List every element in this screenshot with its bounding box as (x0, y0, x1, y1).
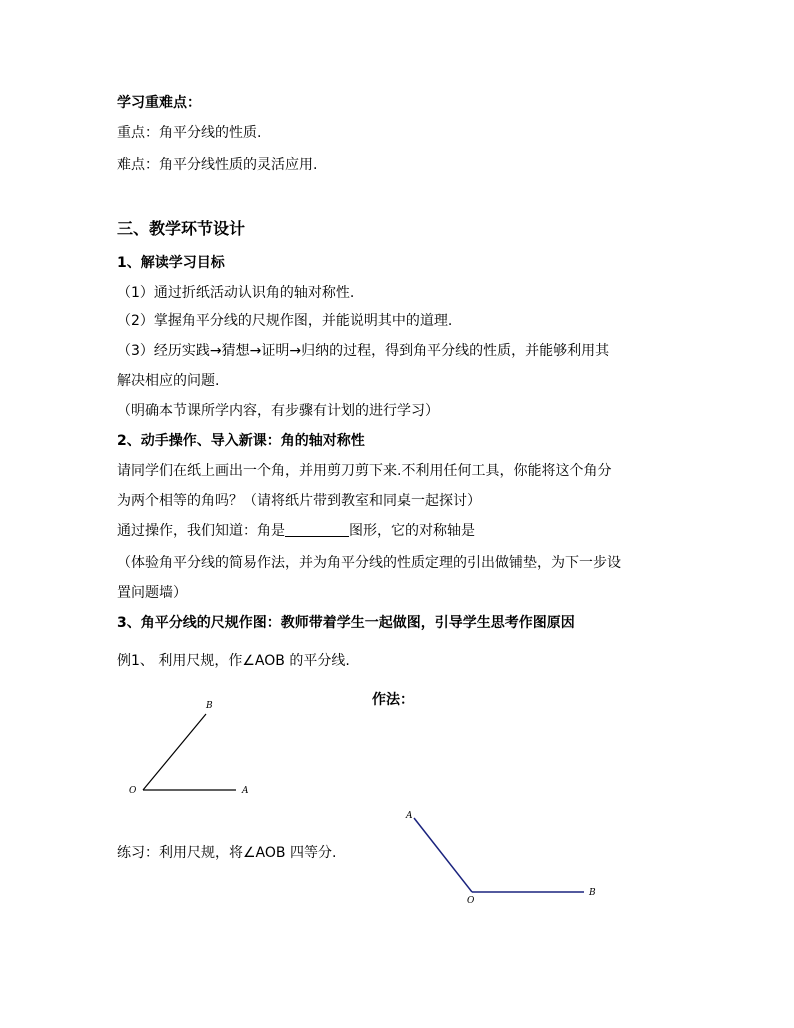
ray-oa (414, 818, 472, 892)
focus-point: 重点：角平分线的性质. (117, 125, 262, 141)
label-o: O (129, 786, 137, 796)
goal-note: （明确本节课所学内容，有步骤有计划的进行学习） (117, 403, 439, 419)
goal-item-2: （2）掌握角平分线的尺规作图，并能说明其中的道理. (117, 313, 453, 329)
key-points-heading: 学习重难点： (117, 95, 201, 111)
section-title: 三、教学环节设计 (117, 219, 246, 238)
label-b: B (589, 888, 596, 898)
practice-exercise: 练习：利用尺规，将∠AOB 四等分. (117, 845, 337, 861)
activity-paragraph-line-2: 为两个相等的角吗？（请将纸片带到教室和同桌一起探讨） (117, 493, 481, 509)
activity-note-line-2: 置问题墙） (117, 585, 187, 601)
activity-paragraph-line-1: 请同学们在纸上画出一个角，并用剪刀剪下来.不利用任何工具，你能将这个角分 (117, 463, 612, 479)
subsection-3-heading: 3、角平分线的尺规作图：教师带着学生一起做图，引导学生思考作图原因 (117, 615, 575, 631)
subsection-1-heading: 1、解读学习目标 (117, 255, 225, 271)
goal-item-3-line-2: 解决相应的问题. (117, 373, 220, 389)
label-b: B (206, 701, 213, 711)
angle-figure-2 (405, 811, 596, 906)
label-a: A (406, 811, 413, 821)
fill-prefix: 通过操作，我们知道：角是 (117, 523, 285, 539)
goal-item-1: （1）通过折纸活动认识角的轴对称性. (117, 285, 355, 301)
difficulty-point: 难点：角平分线性质的灵活应用. (117, 157, 318, 173)
label-o: O (467, 896, 475, 906)
method-label: 作法： (372, 692, 414, 708)
ray-ob (143, 714, 206, 790)
subsection-2-heading: 2、动手操作、导入新课：角的轴对称性 (117, 433, 365, 449)
angle-figure-1 (129, 701, 249, 796)
example-1: 例1、 利用尺规，作∠AOB 的平分线. (117, 653, 350, 669)
activity-note-line-1: （体验角平分线的简易作法，并为角平分线的性质定理的引出做铺垫，为下一步设 (117, 555, 621, 571)
label-a: A (242, 786, 249, 796)
fill-suffix: 图形，它的对称轴是 (349, 523, 475, 539)
goal-item-3-line-1: （3）经历实践→猜想→证明→归纳的过程，得到角平分线的性质，并能够利用其 (117, 343, 610, 359)
